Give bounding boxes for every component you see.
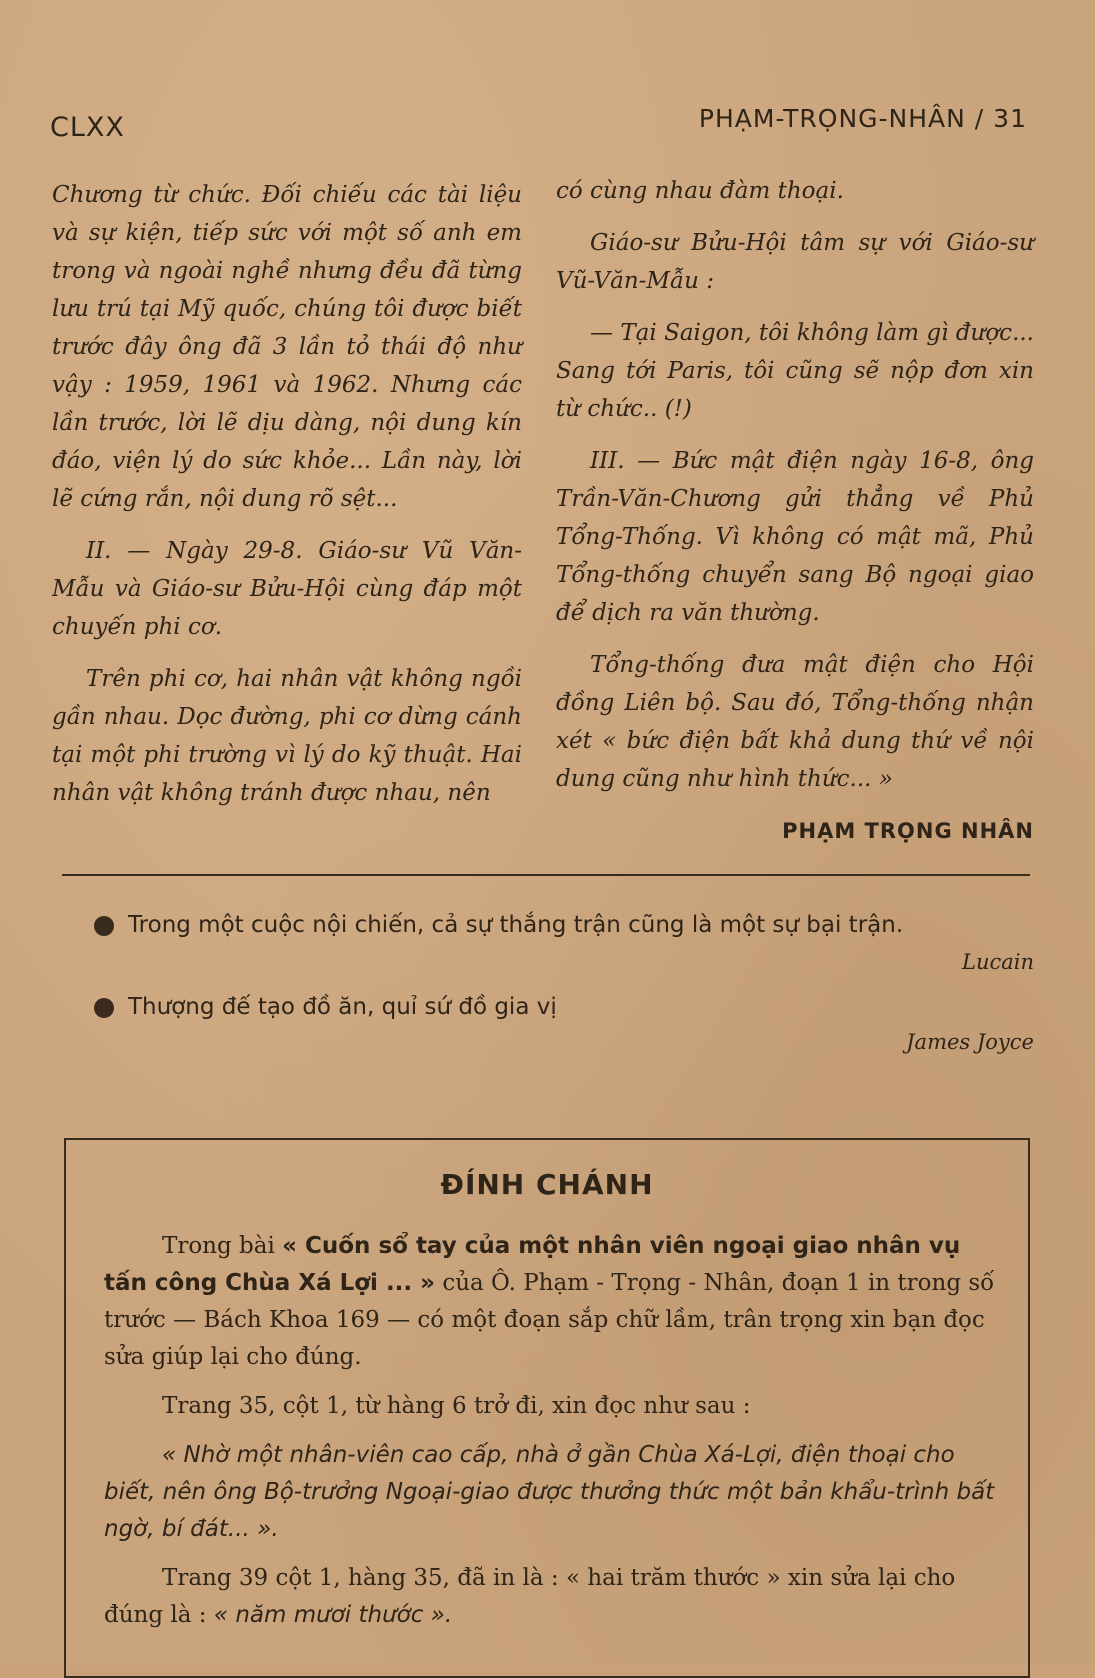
erratum-paragraph-3: « Nhờ một nhân-viên cao cấp, nhà ở gần Chùa Xá-Lợi, điện thoại cho biết, nên ông Bộ-trưởng Ngoại-giao được thưởng thức một bản khẩu-trình bất ngờ, bí đát... ».: [104, 1442, 995, 1542]
left-paragraph-2: II. — Ngày 29-8. Giáo-sư Vũ Văn-Mẫu và Giáo-sư Bửu-Hội cùng đáp một chuyến phi cơ.: [52, 538, 522, 640]
bullet-icon: [94, 998, 114, 1018]
erratum-p4-correction: « năm mươi thước ».: [213, 1602, 453, 1628]
left-column: [52, 176, 522, 826]
erratum-paragraph-2: Trang 35, cột 1, từ hàng 6 trở đi, xin đọc như sau :: [162, 1393, 751, 1419]
erratum-box: [64, 1138, 1030, 1678]
erratum-title: ĐÍNH CHÁNH: [440, 1168, 654, 1201]
right-paragraph-2: Giáo-sư Bửu-Hội tâm sự với Giáo-sư Vũ-Văn-Mẫu :: [556, 230, 1034, 294]
erratum-paragraph-1: [104, 1228, 996, 1376]
page-header-right: PHẠM-TRỌNG-NHÂN / 31: [698, 104, 1027, 133]
page-header-left: CLXX: [50, 112, 125, 143]
right-paragraph-3: — Tại Saigon, tôi không làm gì được... Sang tới Paris, tôi cũng sẽ nộp đơn xin từ chức.. (!): [556, 320, 1034, 422]
quote-1: [94, 912, 1034, 974]
erratum-article-title: « Cuốn sổ tay của một nhân viên ngoại giao nhân vụ tấn công Chùa Xá Lợi ... »: [104, 1233, 961, 1296]
author-signature: PHẠM TRỌNG NHÂN: [782, 819, 1034, 843]
left-paragraph-1: Chương từ chức. Đối chiếu các tài liệu và sự kiện, tiếp sức với một số anh em trong và ngoài nghề nhưng đều đã từng lưu trú tại Mỹ quốc, chúng tôi được biết trước đây ông đã 3 lần tỏ thái độ như vậy : 1959, 1961 và 1962. Nhưng các lần trước, lời lẽ dịu dàng, nội dung kín đáo, viện lý do sức khỏe... Lần này, lời lẽ cứng rắn, nội dung rõ sệt...: [52, 182, 522, 512]
erratum-body: [104, 1228, 996, 1646]
right-paragraph-1: có cùng nhau đàm thoại.: [556, 178, 844, 204]
left-paragraph-3: Trên phi cơ, hai nhân vật không ngồi gần nhau. Dọc đường, phi cơ dừng cánh tại một phi trường vì lý do kỹ thuật. Hai nhân vật không tránh được nhau, nên: [52, 666, 522, 806]
quote-2-author: James Joyce: [906, 1030, 1034, 1054]
quote-2-text: Thượng đế tạo đồ ăn, quỉ sứ đồ gia vị: [128, 994, 557, 1020]
erratum-p4-lead: Trang 39 cột 1, hàng 35, đã in là : « hai trăm thước » xin sửa lại cho đúng là :: [104, 1565, 956, 1628]
quote-2: [94, 994, 1034, 1054]
erratum-p1-lead: Trong bài: [162, 1233, 283, 1259]
right-column: [556, 172, 1034, 850]
erratum-paragraph-4: [104, 1560, 996, 1634]
erratum-p1-rest: của Ô. Phạm - Trọng - Nhân, đoạn 1 in trong số trước — Bách Khoa 169 — có một đoạn sắp chữ lầm, trân trọng xin bạn đọc sửa giúp lại cho đúng.: [104, 1270, 995, 1370]
right-paragraph-5: Tổng-thống đưa mật điện cho Hội đồng Liên bộ. Sau đó, Tổng-thống nhận xét « bức điện bất khả dung thứ về nội dung cũng như hình thức... »: [556, 652, 1034, 792]
quote-1-text: Trong một cuộc nội chiến, cả sự thắng trận cũng là một sự bại trận.: [128, 912, 904, 938]
right-paragraph-4: III. — Bức mật điện ngày 16-8, ông Trần-Văn-Chương gửi thẳng về Phủ Tổng-Thống. Vì không có mật mã, Phủ Tổng-thống chuyển sang Bộ ngoại giao để dịch ra văn thường.: [556, 448, 1034, 626]
quote-1-author: Lucain: [962, 950, 1034, 974]
divider-rule: [62, 874, 1030, 876]
bullet-icon: [94, 916, 114, 936]
